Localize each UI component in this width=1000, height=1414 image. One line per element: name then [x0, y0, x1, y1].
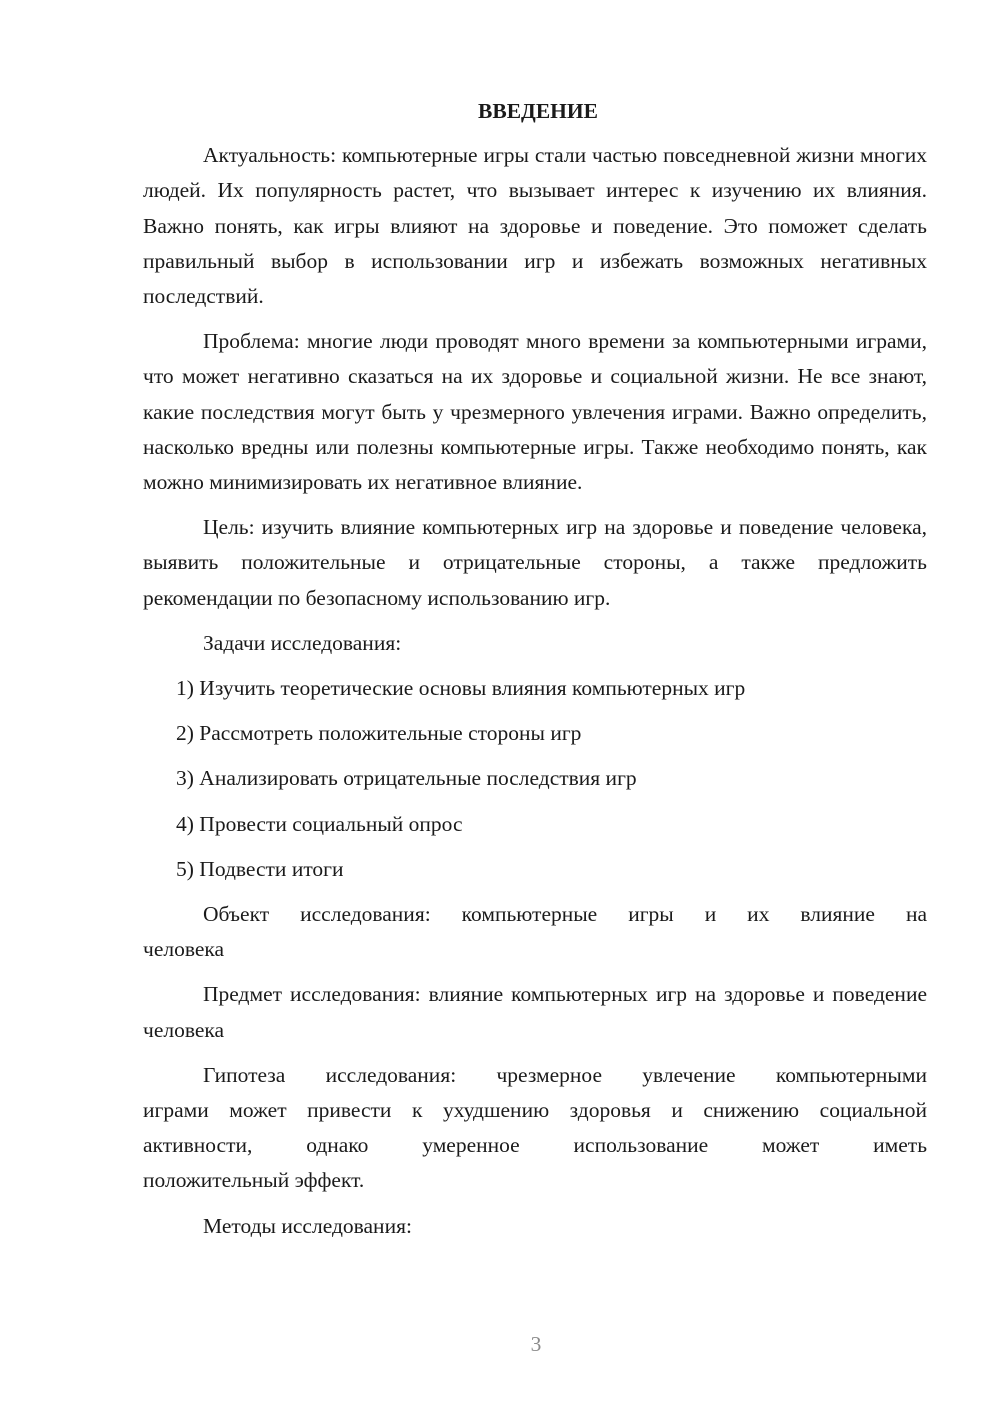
list-item-number: 3)	[176, 766, 194, 791]
methods-heading: Методы исследования:	[203, 1213, 412, 1238]
problem-paragraph: Проблема: многие люди проводят много времени за компьютерными играми, что может негативно сказаться на их здоровье и социальной жизни. Не все знают, какие последствия могут быть у чрезмерного увлечения играми. Важно определить, насколько вредны или полезны компьютерные игры. Также необходимо понять, как можно минимизировать их негативное влияние.	[143, 329, 927, 495]
tasks-heading: Задачи исследования:	[203, 630, 402, 655]
list-item	[143, 852, 927, 887]
list-item-text: Провести социальный опрос	[199, 811, 463, 836]
subject-paragraph: Предмет исследования: влияние компьютерных игр на здоровье и поведение человека	[143, 982, 927, 1042]
list-item-number: 5)	[176, 856, 194, 881]
object-line: человека	[143, 937, 225, 962]
hypothesis-line: положительный эффект.	[143, 1168, 365, 1193]
tasks-list	[143, 671, 927, 887]
object-paragraph	[143, 897, 927, 967]
relevance-paragraph: Актуальность: компьютерные игры стали частью повседневной жизни многих людей. Их популярность растет, что вызывает интерес к изучению их влияния. Важно понять, как игры влияют на здоровье и поведение. Это поможет сделать правильный выбор в использовании игр и избежать возможных негативных последствий.	[143, 143, 927, 309]
list-item-number: 2)	[176, 721, 194, 746]
hypothesis-line: играми может привести к ухудшению здоровья и снижению социальной	[143, 1098, 927, 1123]
object-line: Объект исследования: компьютерные игры и их влияние на	[203, 902, 927, 927]
list-item-text: Рассмотреть положительные стороны игр	[199, 721, 582, 746]
hypothesis-line: Гипотеза исследования: чрезмерное увлечение компьютерными	[203, 1062, 927, 1087]
list-item	[143, 671, 927, 706]
hypothesis-paragraph	[143, 1058, 927, 1199]
page-number: 3	[530, 1332, 542, 1356]
list-item-number: 4)	[176, 811, 194, 836]
list-item-number: 1)	[176, 676, 194, 701]
list-item	[143, 807, 927, 842]
goal-paragraph: Цель: изучить влияние компьютерных игр на здоровье и поведение человека, выявить положительные и отрицательные стороны, а также предложить рекомендации по безопасному использованию игр.	[143, 515, 927, 610]
section-title: ВВЕДЕНИЕ	[478, 99, 598, 123]
list-item-text: Изучить теоретические основы влияния компьютерных игр	[199, 676, 746, 701]
list-item	[143, 761, 927, 796]
hypothesis-line: активности, однако умеренное использование может иметь	[143, 1133, 927, 1158]
list-item	[143, 716, 927, 751]
list-item-text: Анализировать отрицательные последствия игр	[199, 766, 637, 791]
page-content	[143, 94, 927, 1254]
list-item-text: Подвести итоги	[199, 856, 344, 881]
